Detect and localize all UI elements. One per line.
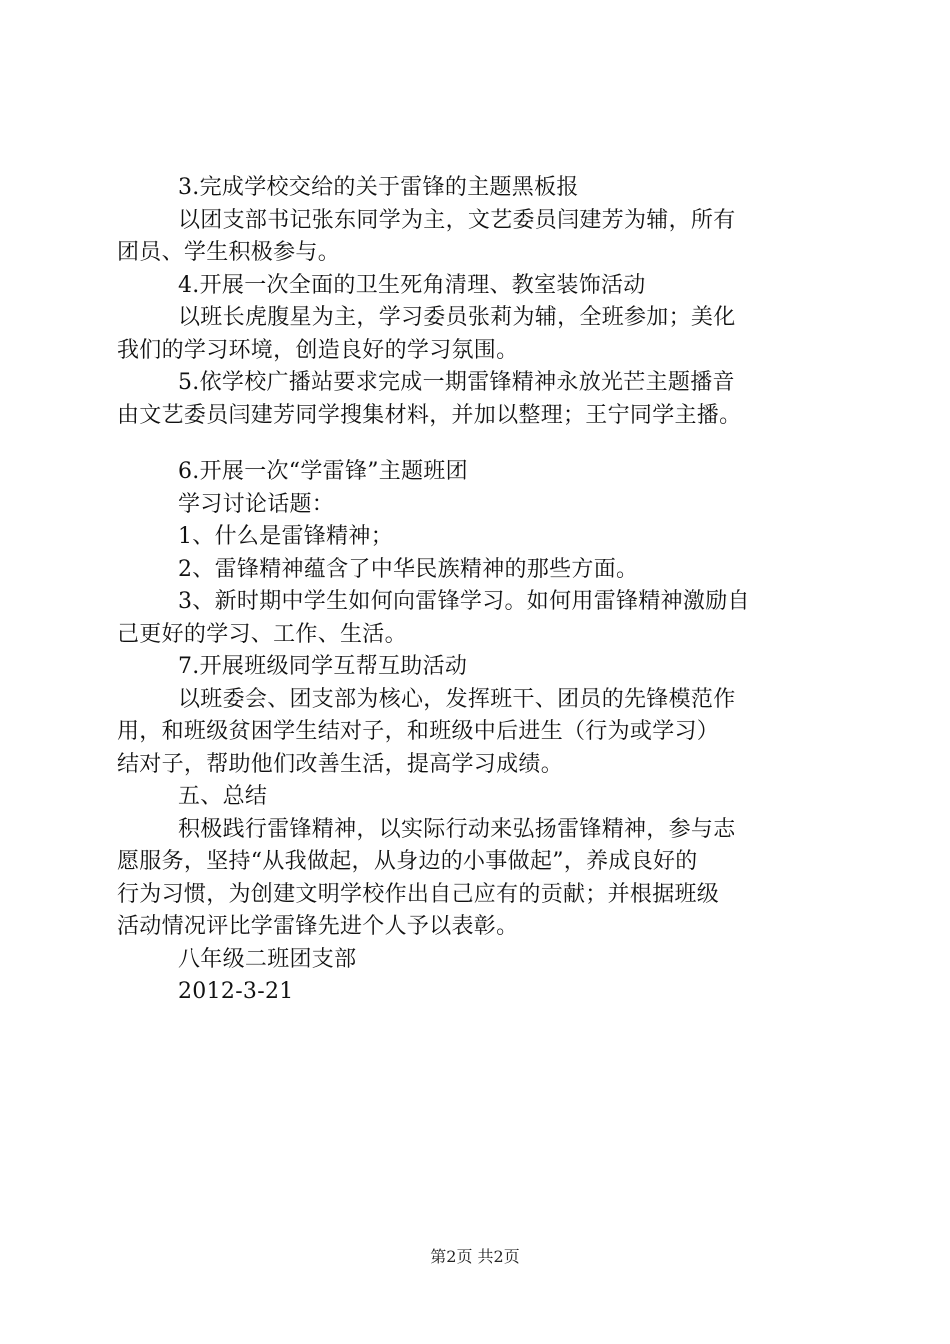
signature-organization: 八年级二班团支部 <box>178 946 357 972</box>
item-4-text-line-1: 以班长虎腹星为主，学习委员张莉为辅，全班参加；美化 <box>178 305 736 330</box>
topic-3-line-1: 3、新时期中学生如何向雷锋学习。如何用雷锋精神激励自 <box>178 589 750 614</box>
discussion-topics-label: 学习讨论话题： <box>178 491 335 517</box>
topic-1: 1、什么是雷锋精神； <box>178 524 393 549</box>
summary-text-line-3: 行为习惯，为创建文明学校作出自己应有的贡献；并根据班级 <box>117 881 720 907</box>
item-4-heading: 4.开展一次全面的卫生死角清理、教室装饰活动 <box>178 272 646 298</box>
summary-text-line-2: 愿服务，坚持“从我做起，从身边的小事做起”，养成良好的 <box>117 849 698 874</box>
summary-text-line-1: 积极践行雷锋精神，以实际行动来弘扬雷锋精神，参与志 <box>178 816 736 842</box>
item-7-text-line-2: 用，和班级贫困学生结对子，和班级中后进生（行为或学习） <box>117 719 720 744</box>
item-4-text-line-2: 我们的学习环境，创造良好的学习氛围。 <box>117 337 519 363</box>
paragraph-gap <box>117 432 837 456</box>
summary-heading: 五、总结 <box>178 784 268 809</box>
item-5-text-line-1: 由文艺委员闫建芳同学搜集材料，并加以整理；王宁同学主播。 <box>117 402 742 428</box>
summary-text-line-4: 活动情况评比学雷锋先进个人予以表彰。 <box>117 914 519 939</box>
page-number-footer: 第2页 共2页 <box>430 1247 520 1266</box>
item-7-text-line-1: 以班委会、团支部为核心，发挥班干、团员的先锋模范作 <box>178 686 736 712</box>
item-3-text-line-1: 以团支部书记张东同学为主，文艺委员闫建芳为辅，所有 <box>178 207 736 233</box>
item-7-text-line-3: 结对子，帮助他们改善生活，提高学习成绩。 <box>117 751 564 777</box>
item-5-heading: 5.依学校广播站要求完成一期雷锋精神永放光芒主题播音 <box>178 370 735 395</box>
topic-3-line-2: 己更好的学习、工作、生活。 <box>117 621 407 647</box>
document-body <box>117 172 837 1009</box>
signature-date: 2012-3-21 <box>178 979 294 1004</box>
item-7-heading: 7.开展班级同学互帮互助活动 <box>178 654 468 679</box>
item-6-heading: 6.开展一次“学雷锋”主题班团 <box>178 459 468 484</box>
item-3-text-line-2: 团员、学生积极参与。 <box>117 240 341 265</box>
item-3-heading: 3.完成学校交给的关于雷锋的主题黑板报 <box>178 175 579 200</box>
topic-2: 2、雷锋精神蕴含了中华民族精神的那些方面。 <box>178 556 639 582</box>
